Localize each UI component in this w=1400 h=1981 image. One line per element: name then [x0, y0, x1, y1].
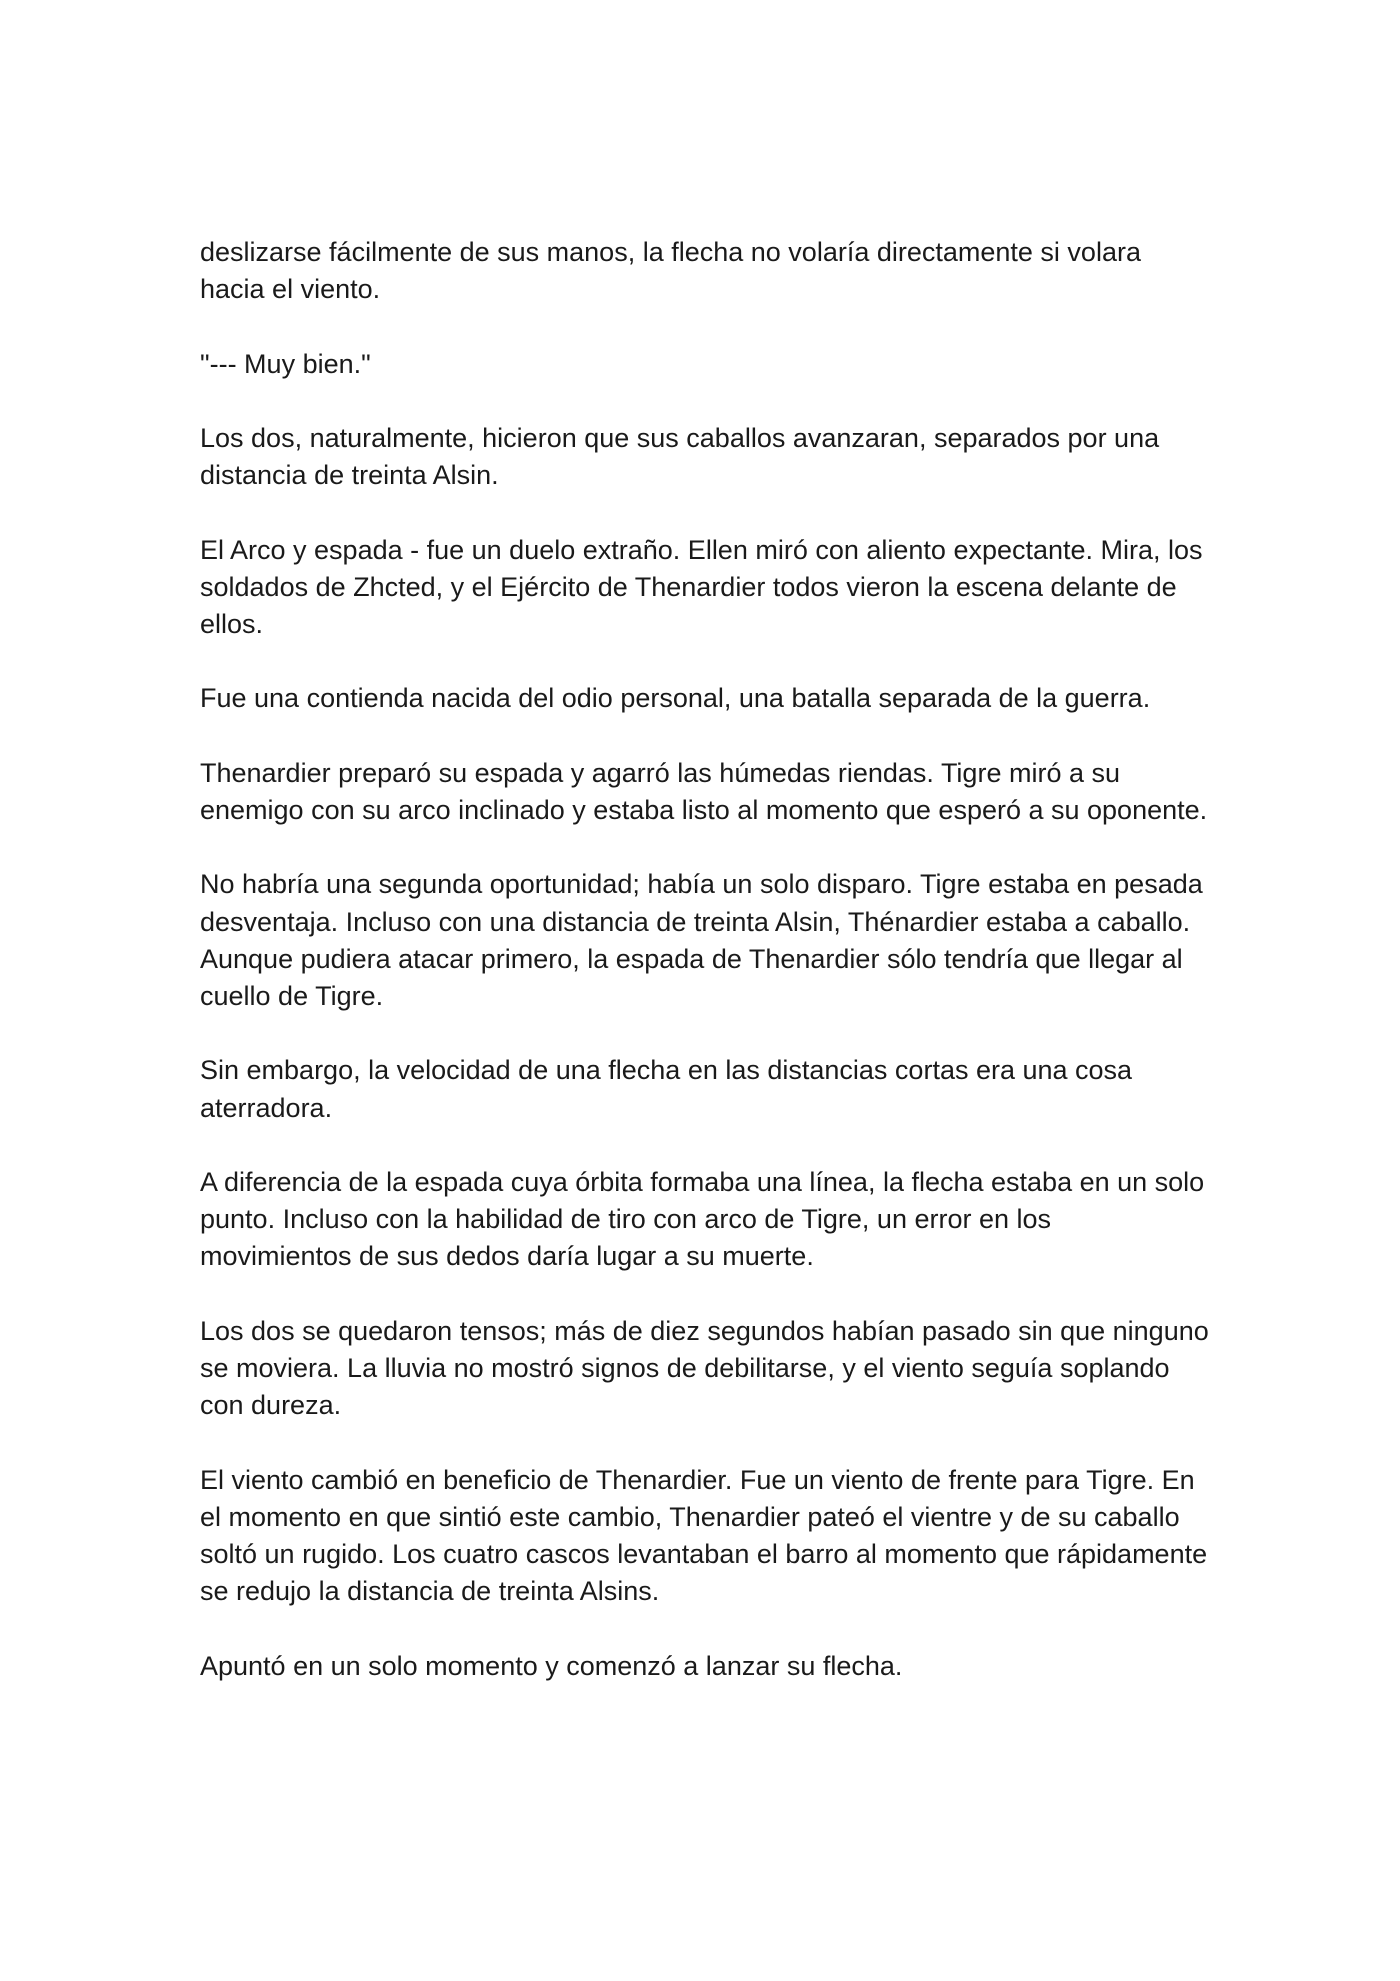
paragraph: Fue una contienda nacida del odio personal, una batalla separada de la guerra. [200, 683, 1151, 714]
paragraph: El viento cambió en beneficio de Thenardier. Fue un viento de frente para Tigre. En el momento en que sintió este cambio, Thenardier pateó el vientre y de su caballo soltó un rugido. Los cuatro cascos levantaban el barro al momento que rápidamente se redujo la distancia de treinta Alsins. [200, 1464, 1208, 1607]
paragraph: Apuntó en un solo momento y comenzó a lanzar su flecha. [200, 1650, 903, 1681]
document-body [200, 234, 1210, 1685]
paragraph: Los dos, naturalmente, hicieron que sus caballos avanzaran, separados por una distancia de treinta Alsin. [200, 422, 1160, 491]
paragraph: Los dos se quedaron tensos; más de diez segundos habían pasado sin que ninguno se moviera. La lluvia no mostró signos de debilitarse, y el viento seguía soplando con dureza. [200, 1315, 1209, 1421]
paragraph: Thenardier preparó su espada y agarró las húmedas riendas. Tigre miró a su enemigo con su arco inclinado y estaba listo al momento que esperó a su oponente. [200, 757, 1208, 825]
paragraph: El Arco y espada - fue un duelo extraño. Ellen miró con aliento expectante. Mira, los soldados de Zhcted, y el Ejército de Thenardier todos vieron la escena delante de ellos. [200, 534, 1203, 639]
paragraph: Sin embargo, la velocidad de una flecha en las distancias cortas era una cosa aterradora. [200, 1055, 1133, 1123]
paragraph: "--- Muy bien." [200, 348, 371, 379]
paragraph: No habría una segunda oportunidad; había un solo disparo. Tigre estaba en pesada desventaja. Incluso con una distancia de treinta Alsin, Thénardier estaba a caballo. Aunque pudiera atacar primero, la espada de Thenardier sólo tendría que llegar al cuello de Tigre. [200, 869, 1203, 1011]
paragraph: A diferencia de la espada cuya órbita formaba una línea, la flecha estaba en un solo punto. Incluso con la habilidad de tiro con arco de Tigre, un error en los movimientos de sus dedos daría lugar a su muerte. [200, 1166, 1205, 1272]
paragraph: deslizarse fácilmente de sus manos, la flecha no volaría directamente si volara hacia el viento. [200, 237, 1141, 305]
